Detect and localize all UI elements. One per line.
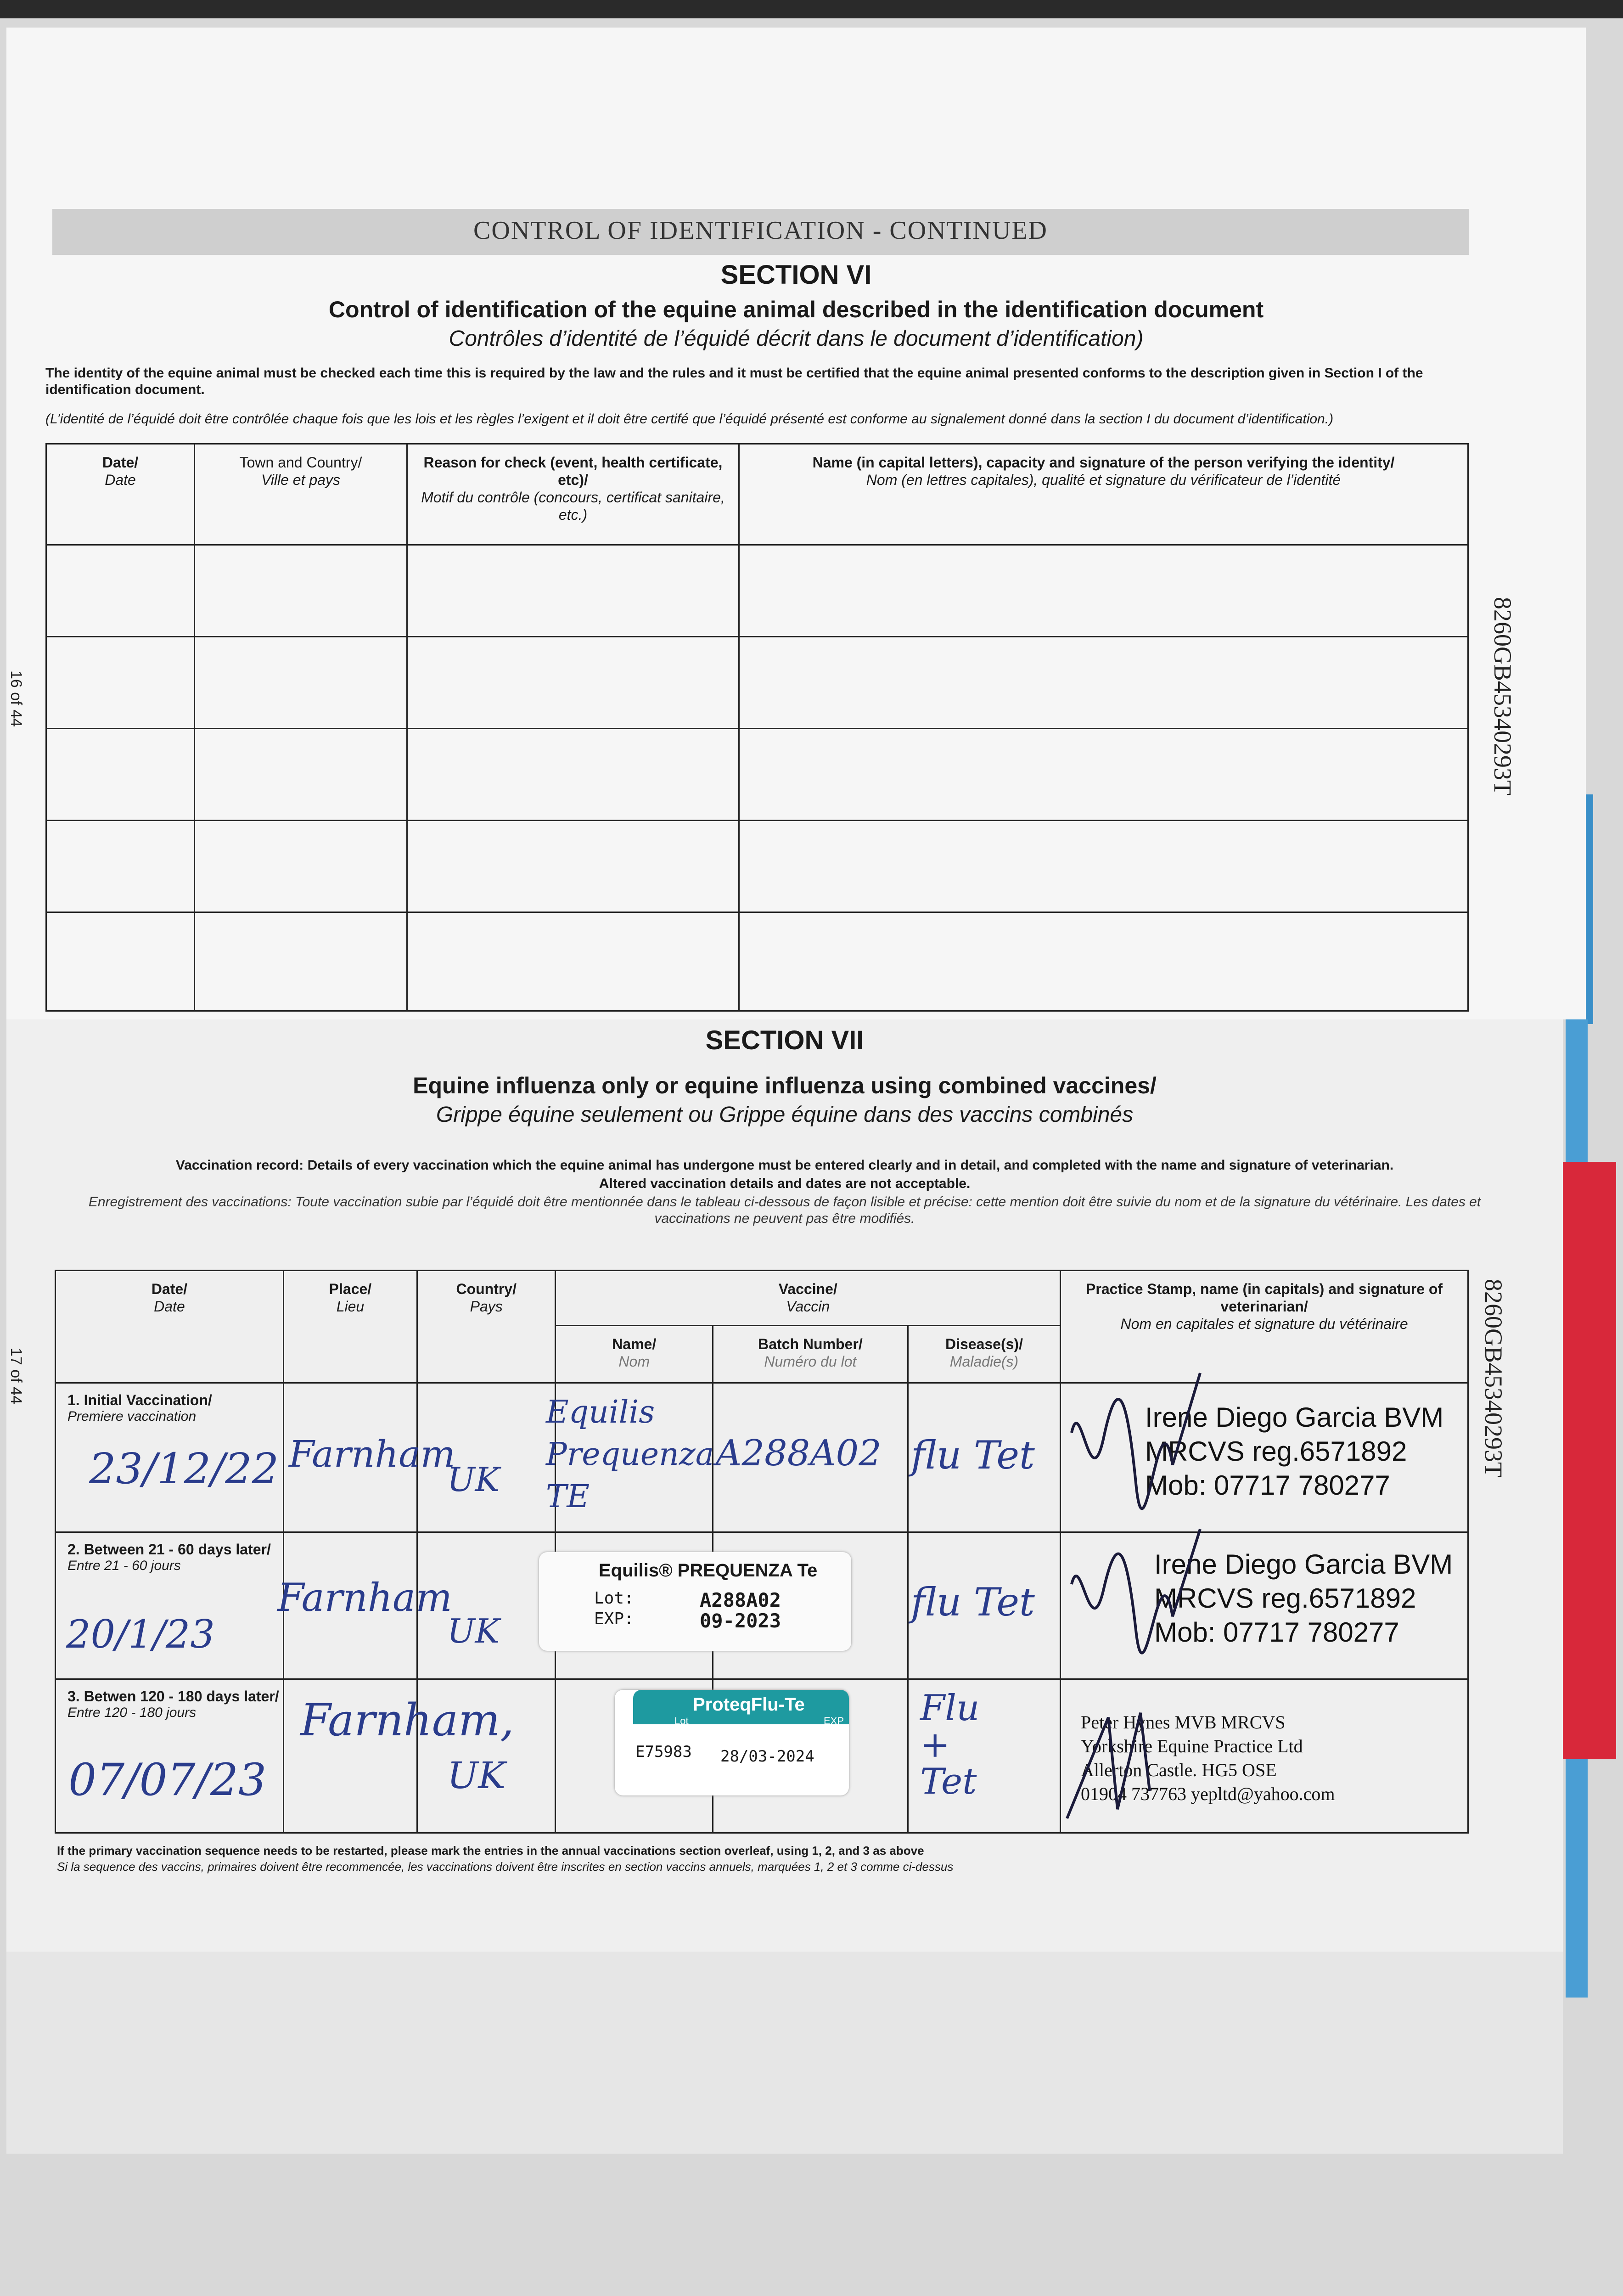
cell [407, 821, 739, 912]
cell [195, 637, 407, 729]
section-vi-note-fr: (L’identité de l’équidé doit être contrôlée chaque fois que les lois et les règles l’exigent et il doit être certifé que l’équidé présenté est conforme au signalement donné dans la section I du document d’identification.) [45, 411, 1334, 427]
section-vi-heading: Control of identification of the equine animal described in the identification document [328, 297, 1264, 322]
cell [739, 729, 1468, 821]
cell [195, 912, 407, 1011]
page-16 [6, 28, 1586, 1019]
col-reason: Reason for check (event, health certificate, etc)/ Motif du contrôle (concours, certificat sanitaire, etc.) [407, 444, 739, 545]
row-3-disease: Flu + Tet [920, 1688, 980, 1802]
row-1-label: 1. Initial Vaccination/ Premiere vaccination [56, 1383, 284, 1532]
page-17 [6, 1019, 1563, 1952]
cell [739, 637, 1468, 729]
cell [46, 545, 195, 637]
cell [739, 821, 1468, 912]
row-3-signature [1053, 1699, 1191, 1837]
row-1-stamp: Irene Diego Garcia BVM MRCVS reg.6571892 Mob: 07717 780277 [1145, 1402, 1444, 1501]
row-2-place: Farnham [277, 1575, 452, 1620]
row-1-country: UK [447, 1460, 500, 1499]
col-batch: Batch Number/ Numéro du lot [713, 1326, 908, 1383]
side-code-17: 8260GB45340293T [1480, 1279, 1507, 1477]
cell [195, 545, 407, 637]
col-country: Country/ Pays [417, 1271, 556, 1383]
back-page [6, 1952, 1563, 2154]
row-2-stamp: Irene Diego Garcia BVM MRCVS reg.6571892 Mob: 07717 780277 [1154, 1549, 1453, 1648]
side-code-16: 8260GB45340293T [1489, 597, 1516, 795]
row-2-label: 2. Between 21 - 60 days later/ Entre 21 - 60 jours [56, 1532, 284, 1679]
row-2-date: 20/1/23 [66, 1612, 215, 1657]
col-date: Date/ Date [56, 1271, 284, 1383]
cell [407, 637, 739, 729]
col-town: Town and Country/ Ville et pays [195, 444, 407, 545]
col-disease: Disease(s)/ Maladie(s) [908, 1326, 1060, 1383]
row-2-country: UK [447, 1612, 500, 1650]
section-vi-heading-fr: Contrôles d’identité de l’équidé décrit dans le document d’identification) [449, 326, 1144, 351]
col-vaccine: Vaccine/ Vaccin [556, 1271, 1061, 1326]
cell [407, 912, 739, 1011]
col-place: Place/ Lieu [283, 1271, 417, 1383]
row-1-disease: flu Tet [911, 1433, 1035, 1478]
row-2-vaccine-sticker: Equilis® PREQUENZA Te Lot: A288A02 EXP: 09-2023 [539, 1552, 851, 1651]
section-vii-note: Vaccination record: Details of every vaccination which the equine animal has undergone must be entered clearly and in detail, and completed with the name and signature of veterinarian. [175, 1158, 1394, 1173]
col-vaccine-name: Name/ Nom [556, 1326, 713, 1383]
cell [46, 637, 195, 729]
section-vii-note-fr: Enregistrement des vaccinations: Toute vaccination subie par l’équidé doit être mentionnée dans le tableau ci-dessous de façon lisible et précise: cette mention doit être suivie du nom et de la signature du vétérinaire. Les dates et vaccinations ne peuvent pas être modifiés. [88, 1194, 1481, 1226]
col-stamp: Practice Stamp, name (in capitals) and signature of veterinarian/ Nom en capitales et signature du vétérinaire [1061, 1271, 1468, 1383]
col-verifier: Name (in capital letters), capacity and signature of the person verifying the identity/ Nom (en lettres capitales), qualité et signature du vérificateur de l’identité [739, 444, 1468, 545]
section-vii-heading-fr: Grippe équine seulement ou Grippe équine dans des vaccins combinés [436, 1103, 1134, 1127]
identification-table [45, 443, 1469, 1012]
cell [46, 821, 195, 912]
footnote-fr: Si la sequence des vaccins, primaires doivent être recommencée, les vaccinations doivent être inscrites en section vaccins annuels, marquées 1, 2 et 3 comme ci-dessus [57, 1860, 954, 1874]
row-1-batch: A288A02 [716, 1433, 882, 1474]
section-vi-note: The identity of the equine animal must be checked each time this is required by the law and the rules and it must be certified that the equine animal presented conforms to the description given in Section I of the identification document. [45, 366, 1423, 397]
row-1-signature [1062, 1364, 1209, 1511]
row-1-place: Farnham [289, 1433, 455, 1475]
row-2-signature [1062, 1520, 1209, 1658]
cell [739, 545, 1468, 637]
page-number-17: 17 of 44 [7, 1348, 25, 1404]
scanner-edge [0, 0, 1623, 18]
section-vii-heading: Equine influenza only or equine influenza using combined vaccines/ [413, 1073, 1157, 1098]
cell [407, 545, 739, 637]
cell [195, 729, 407, 821]
row-3-country: UK [447, 1754, 506, 1797]
cell [407, 729, 739, 821]
row-3-stamp: Peter Hynes MVB MRCVS Yorkshire Equine Practice Ltd Allerton Castle. HG5 OSE 01904 737763 yepltd@yahoo.com [1081, 1712, 1335, 1804]
row-3-label: 3. Betwen 120 - 180 days later/ Entre 120 - 180 jours [56, 1679, 284, 1833]
page-number-16: 16 of 44 [7, 670, 25, 727]
col-date: Date/ Date [46, 444, 195, 545]
row-1-date: 23/12/22 [89, 1444, 279, 1493]
row-3-date: 07/07/23 [68, 1754, 267, 1806]
section-vi-title: SECTION VI [720, 260, 872, 290]
row-1-vaccine-name: Equilis Prequenza TE [546, 1394, 714, 1515]
section-vii-note2: Altered vaccination details and dates are not acceptable. [599, 1176, 971, 1191]
footnote: If the primary vaccination sequence needs to be restarted, please mark the entries in the annual vaccinations section overleaf, using 1, 2, and 3 as above [57, 1844, 924, 1857]
cell [195, 821, 407, 912]
row-3-place: Farnham, [300, 1694, 514, 1746]
control-header: CONTROL OF IDENTIFICATION - CONTINUED [473, 216, 1048, 245]
cell [739, 912, 1468, 1011]
section-vii-title: SECTION VII [705, 1025, 864, 1055]
row-2-disease: flu Tet [911, 1580, 1035, 1625]
cell [46, 912, 195, 1011]
red-tab [1561, 1162, 1616, 1759]
row-3-vaccine-sticker: ProteqFlu-Te Lot EXP E75983 28/03-2024 [615, 1690, 849, 1795]
cell [46, 729, 195, 821]
